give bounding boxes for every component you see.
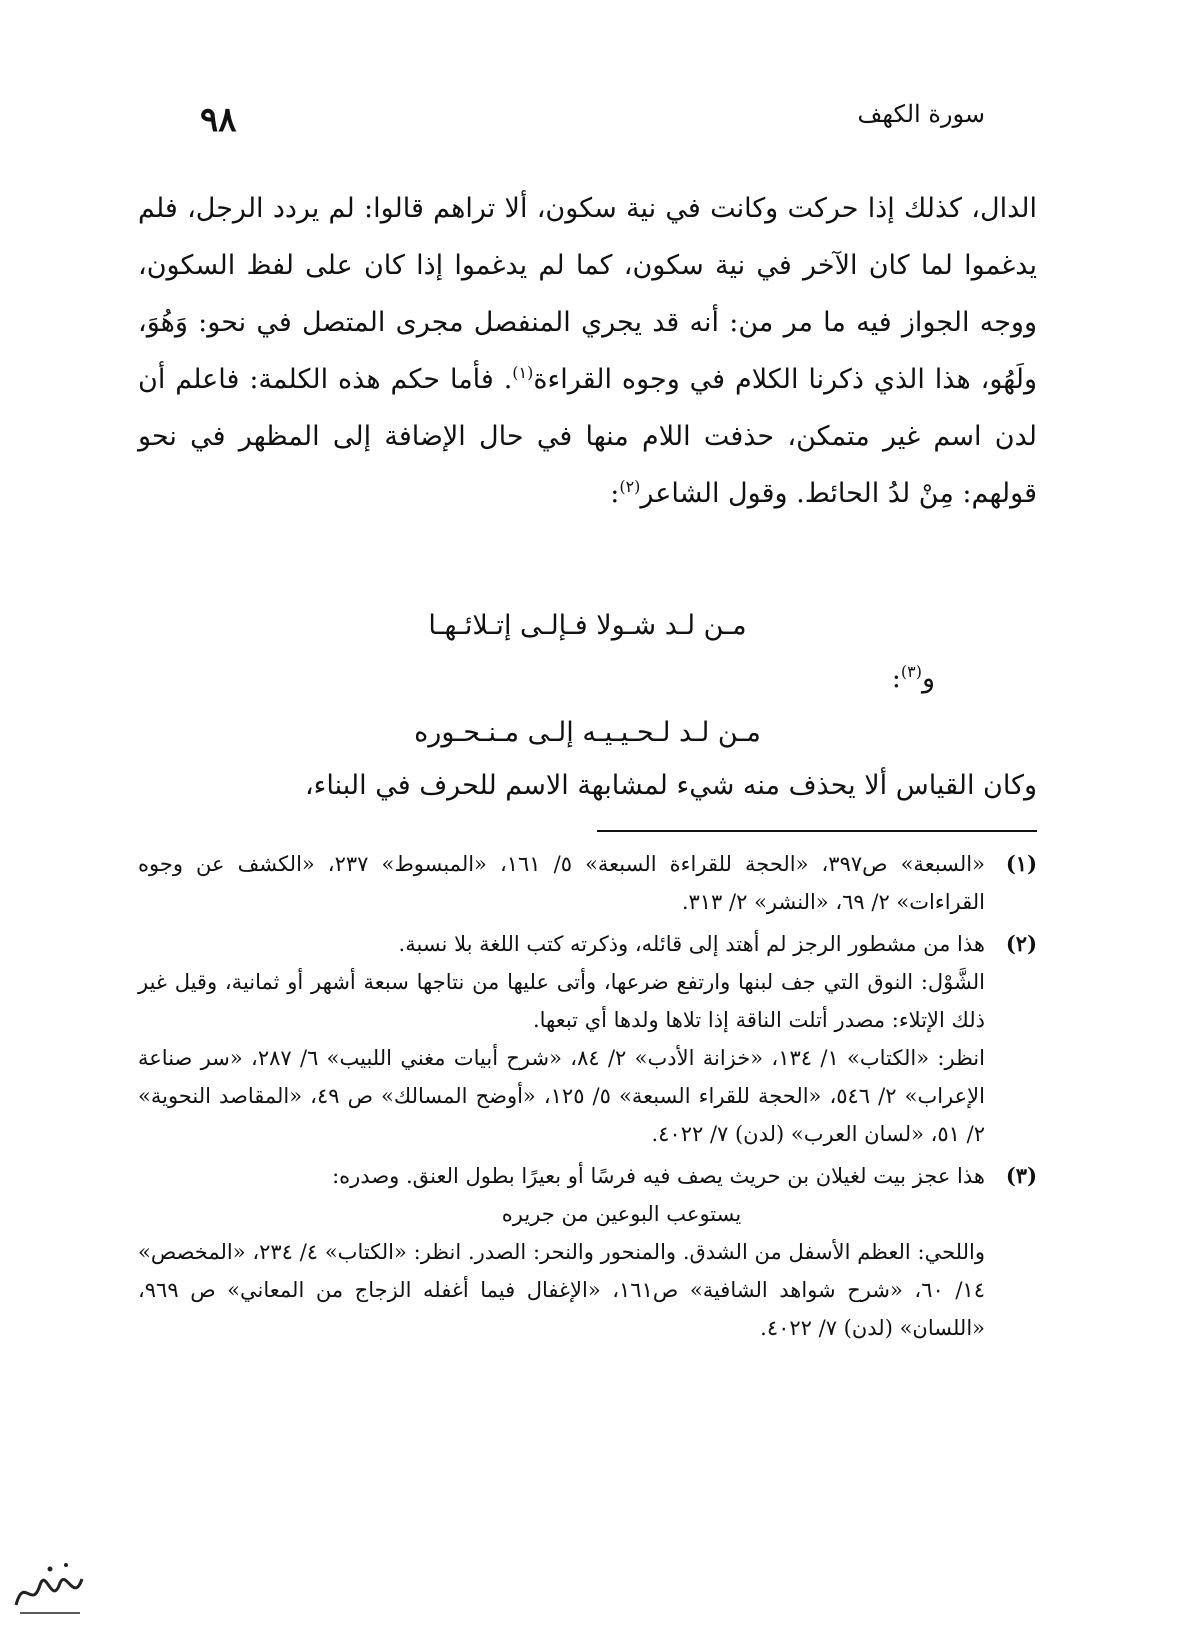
footnote-2: [138, 925, 1037, 1153]
footnote-3: [138, 1157, 1037, 1347]
footnote-number: (٣): [1005, 1163, 1037, 1188]
paragraph-text: . فأما حكم هذه الكلمة: فاعلم أن لدن اسم غير متمكن، حذفت اللام منها في حال الإضافة إلى المظهر في نحو قولهم: مِنْ لدُ الحائط. وقول الشاعر: [138, 364, 1037, 509]
verse-line: مـن لـد لـحـيـيـه إلـى مـنـحـوره: [414, 717, 761, 748]
footnote-ref-3[interactable]: (٣): [900, 662, 922, 681]
footnotes: [138, 845, 1037, 1351]
running-title: سورة الكهف: [857, 100, 985, 128]
closing-line: وكان القياس ألا يحذف منه شيء لمشابهة الاسم للحرف في البناء،: [304, 770, 1037, 801]
footnote-text: هذا عجز بيت لغيلان بن حريث يصف فيه فرسًا أو بعيرًا بطول العنق. وصدره:: [332, 1164, 985, 1188]
footnote-text: هذا من مشطور الرجز لم أهتد إلى قائله، وذكرته كتب اللغة بلا نسبة.: [398, 932, 985, 956]
footnote-text: واللحي: العظم الأسفل من الشدق. والمنحور والنحر: الصدر. انظر: «الكتاب» ٤/ ٢٣٤، «المخصص» ١٤/ ٦٠، «شرح شواهد الشافية» ص١٦١، «الإغفال فيما أغفله الزجاج من المعاني» ص ٩٦٩، «اللسان» (لدن) ٧/ ٤٠٢٢.: [138, 1240, 985, 1340]
calligraphy-logo-icon: [10, 1555, 90, 1625]
footnote-text: الشَّوْل: النوق التي جف لبنها وارتفع ضرعها، وأتى عليها من نتاجها سبعة أشهر أو ثمانية، وقيل غير ذلك الإتلاء: مصدر أتلت الناقة إذا تلاها ولدها أي تبعها.: [138, 970, 985, 1032]
verse-line: مـن لـد شـولا فـإلـى إتـلائـهـا: [428, 610, 747, 641]
waw-colon: :: [891, 663, 901, 694]
page-number: ٩٨: [200, 100, 237, 140]
footnote-divider: [597, 830, 1037, 832]
page-header: [200, 100, 985, 150]
footnote-ref-2[interactable]: (٢): [619, 477, 641, 496]
main-text: [138, 180, 1037, 522]
footnote-ref-1[interactable]: (١): [512, 363, 534, 382]
footnote-number: (١): [1005, 851, 1037, 876]
waw-line: [892, 663, 935, 694]
footnote-text: «السبعة» ص٣٩٧، «الحجة للقراءة السبعة» ٥/ ١٦١، «المبسوط» ٢٣٧، «الكشف عن وجوه القراءات» ٢/ ٦٩، «النشر» ٢/ ٣١٣.: [138, 852, 985, 914]
paragraph: [138, 180, 1037, 522]
waw-text: و: [921, 663, 935, 694]
footnote-1: [138, 845, 1037, 921]
footnote-verse: يستوعب البوعين من جريره: [501, 1202, 742, 1226]
paragraph-text: :: [610, 478, 620, 509]
footnote-number: (٢): [1005, 931, 1037, 956]
paragraph-text: الدال، كذلك إذا حركت وكانت في نية سكون، ألا تراهم قالوا: لم يردد الرجل، فلم يدغموا لما كان الآخر في نية سكون، كما لم يدغموا إذا كان على لفظ السكون، ووجه الجواز فيه ما مر من: أنه قد يجري المنفصل مجرى المتصل في نحو: وَهُوَ، ولَهُو، هذا الذي ذكرنا الكلام في وجوه القراءة: [138, 193, 1037, 395]
footnote-text: انظر: «الكتاب» ١/ ١٣٤، «خزانة الأدب» ٢/ ٨٤، «شرح أبيات مغني اللبيب» ٦/ ٢٨٧، «سر صناعة الإعراب» ٢/ ٥٤٦، «الحجة للقراء السبعة» ٥/ ١٢٥، «أوضح المسالك» ص ٤٩، «المقاصد النحوية» ٢/ ٥١، «لسان العرب» (لدن) ٧/ ٤٠٢٢.: [138, 1046, 985, 1146]
